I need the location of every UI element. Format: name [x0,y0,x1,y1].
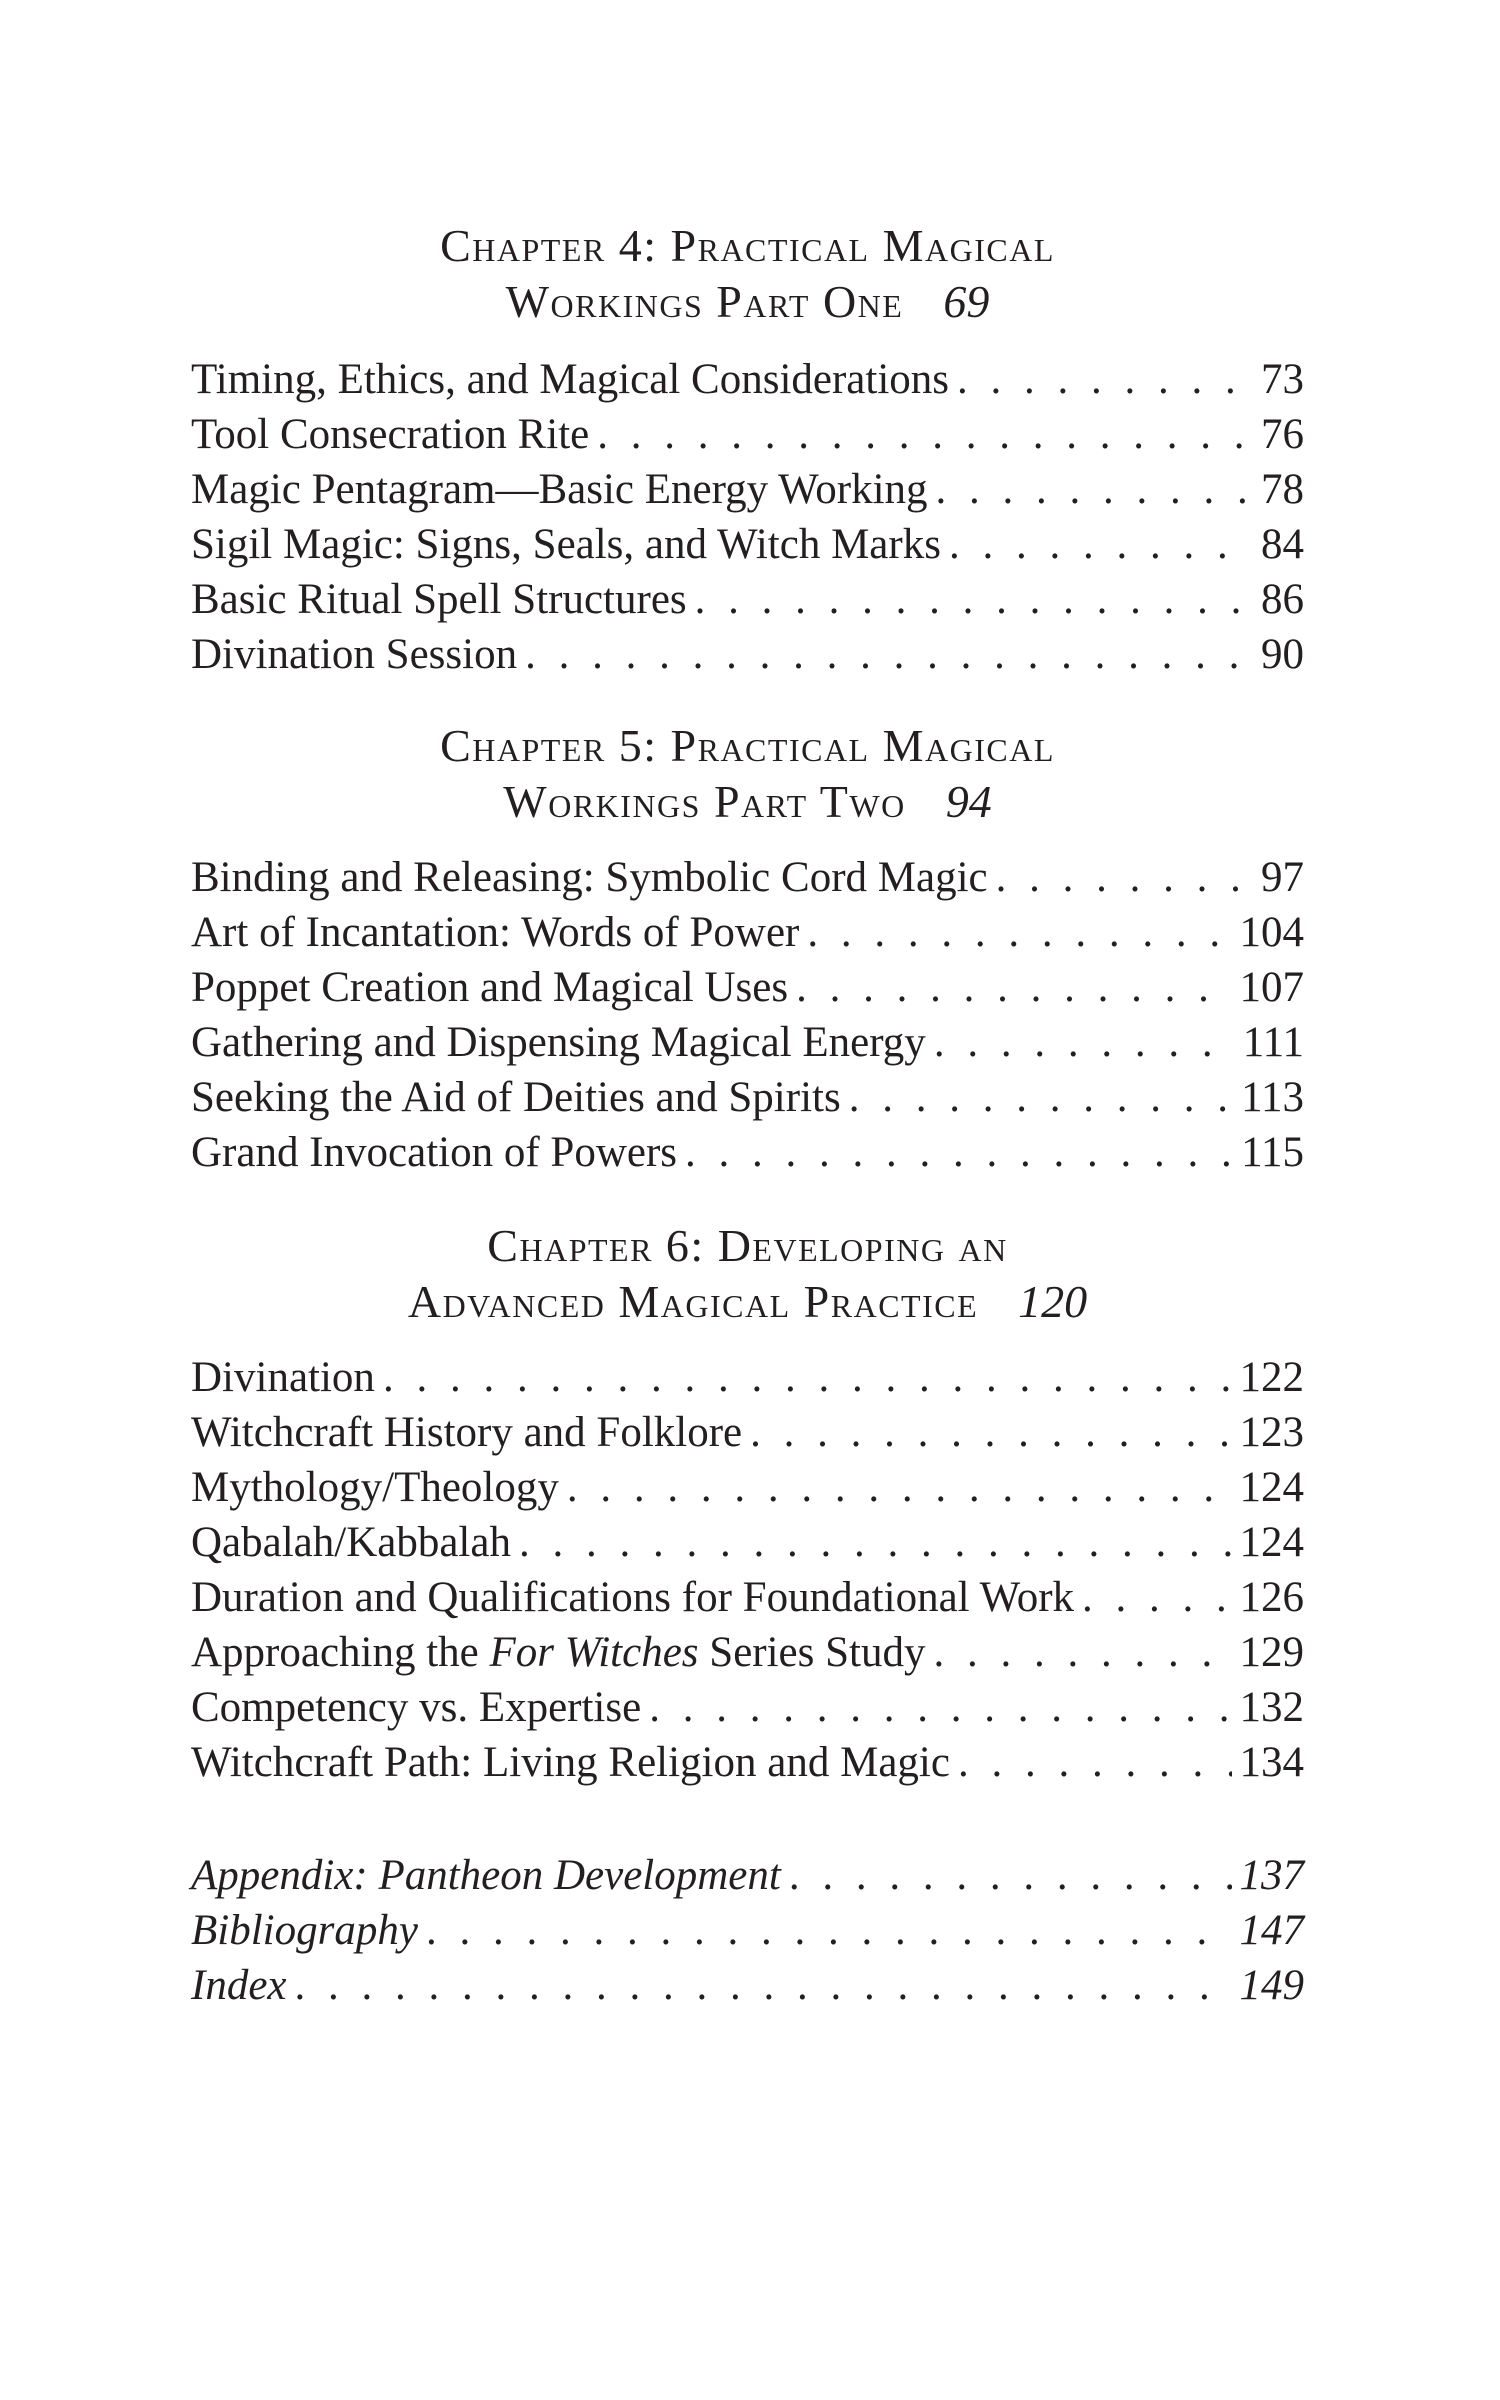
toc-entry-page: 97 [1261,854,1304,901]
leader-dots [933,1625,1231,1680]
toc-entry-title-before: Approaching the [191,1629,490,1676]
chapter-heading-line1: Chapter 6: Developing an [487,1220,1008,1271]
toc-entry-page: 122 [1239,1354,1304,1401]
toc-entry-title: Index [191,1962,287,2009]
toc-entry[interactable] [191,407,1304,462]
leader-dots [426,1903,1232,1958]
leader-dots [685,1125,1233,1180]
chapter-heading-text: Workings Part Two [503,776,906,827]
leader-dots [750,1405,1231,1460]
toc-entry-page: 90 [1261,631,1304,678]
toc-entry-title: Gathering and Dispensing Magical Energy [191,1019,926,1066]
toc-entry[interactable] [191,1015,1304,1070]
leader-dots [695,572,1253,627]
toc-entry-title: Mythology/Theology [191,1464,559,1511]
toc-entry-page: 107 [1239,964,1304,1011]
toc-entry-title: Divination [191,1354,375,1401]
toc-entry-page: 111 [1242,1019,1304,1066]
chapter-heading-text: Advanced Magical Practice [407,1276,979,1327]
toc-entry[interactable] [191,462,1304,517]
toc-entry[interactable] [191,960,1304,1015]
chapter-heading-line2 [191,274,1304,330]
toc-entry-title: Art of Incantation: Words of Power [191,909,800,956]
toc-entry[interactable] [191,1515,1304,1570]
leader-dots [949,517,1253,572]
leader-dots [936,462,1253,517]
toc-entry-page: 78 [1261,466,1304,513]
toc-entry[interactable] [191,1570,1304,1625]
toc-entry[interactable] [191,850,1304,905]
leader-dots [567,1460,1232,1515]
toc-entry[interactable] [191,1405,1304,1460]
toc-entry-page: 147 [1239,1907,1304,1954]
toc-entry-page: 113 [1241,1074,1304,1121]
chapter-6-entries [191,1350,1304,1790]
toc-entry-page: 129 [1239,1629,1304,1676]
leader-dots [849,1070,1233,1125]
toc-entry-page: 126 [1239,1574,1304,1621]
leader-dots [796,960,1231,1015]
toc-entry[interactable] [191,905,1304,960]
chapter-5-entries [191,850,1304,1180]
toc-entry-title: Binding and Releasing: Symbolic Cord Magic [191,854,988,901]
toc-entry-page: 132 [1239,1684,1304,1731]
toc-entry-page: 123 [1239,1409,1304,1456]
toc-entry-page: 73 [1261,356,1304,403]
chapter-6-heading [191,1218,1304,1330]
toc-entry-title [191,1625,925,1680]
toc-entry[interactable] [191,1735,1304,1790]
toc-entry[interactable] [191,1125,1304,1180]
toc-entry-title: Magic Pentagram—Basic Energy Working [191,466,928,513]
leader-dots [597,407,1253,462]
leader-dots [519,1515,1232,1570]
toc-entry-title: Seeking the Aid of Deities and Spirits [191,1074,841,1121]
leader-dots [957,352,1253,407]
back-matter-entries [191,1848,1304,2013]
chapter-4-heading [191,218,1304,330]
leader-dots [958,1735,1232,1790]
toc-entry-appendix[interactable] [191,1848,1304,1903]
chapter-page-number: 94 [945,776,992,827]
toc-entry-page: 115 [1241,1129,1304,1176]
chapter-heading-text: Workings Part One [505,276,904,327]
toc-entry-page: 84 [1261,521,1304,568]
toc-entry-page: 124 [1239,1464,1304,1511]
chapter-page-number: 69 [943,276,990,327]
toc-entry[interactable] [191,1680,1304,1735]
toc-entry-page: 137 [1239,1852,1304,1899]
chapter-page-number: 120 [1018,1276,1088,1327]
leader-dots [934,1015,1235,1070]
leader-dots [1082,1570,1231,1625]
toc-entry-title-after: Series Study [698,1629,926,1676]
chapter-heading-line1: Chapter 4: Practical Magical [440,220,1055,271]
toc-entry-title: Sigil Magic: Signs, Seals, and Witch Marks [191,521,941,568]
toc-entry[interactable] [191,1070,1304,1125]
toc-entry-title: Witchcraft Path: Living Religion and Magic [191,1739,950,1786]
leader-dots [295,1958,1232,2013]
toc-entry[interactable] [191,1350,1304,1405]
toc-entry-title: Appendix: Pantheon Development [191,1852,781,1899]
leader-dots [525,627,1253,682]
toc-entry-page: 124 [1239,1519,1304,1566]
chapter-4-entries [191,352,1304,682]
chapter-5-heading [191,718,1304,830]
toc-entry[interactable] [191,352,1304,407]
leader-dots [996,850,1253,905]
toc-entry-page: 134 [1239,1739,1304,1786]
toc-entry[interactable] [191,1625,1304,1680]
leader-dots [649,1680,1231,1735]
toc-entry-title: Competency vs. Expertise [191,1684,642,1731]
chapter-heading-line2 [191,774,1304,830]
leader-dots [789,1848,1232,1903]
series-title-italic: For Witches [489,1629,699,1676]
toc-entry-page: 86 [1261,576,1304,623]
toc-entry-page: 149 [1239,1962,1304,2009]
toc-entry-title: Divination Session [191,631,518,678]
toc-entry[interactable] [191,627,1304,682]
toc-entry-title: Qabalah/Kabbalah [191,1519,511,1566]
chapter-heading-line2 [191,1274,1304,1330]
leader-dots [383,1350,1232,1405]
toc-entry-title: Witchcraft History and Folklore [191,1409,743,1456]
toc-entry[interactable] [191,1460,1304,1515]
toc-entry-title: Duration and Qualifications for Foundational Work [191,1574,1075,1621]
toc-entry[interactable] [191,572,1304,627]
leader-dots [807,905,1231,960]
toc-entry-title: Basic Ritual Spell Structures [191,576,687,623]
toc-entry-title: Timing, Ethics, and Magical Considerations [191,356,950,403]
toc-entry-bibliography[interactable] [191,1903,1304,1958]
toc-entry[interactable] [191,517,1304,572]
toc-entry-title: Poppet Creation and Magical Uses [191,964,789,1011]
toc-entry-page: 76 [1261,411,1304,458]
toc-entry-title: Bibliography [191,1907,418,1954]
chapter-heading-line1: Chapter 5: Practical Magical [440,720,1055,771]
toc-entry-title: Grand Invocation of Powers [191,1129,678,1176]
toc-entry-page: 104 [1239,909,1304,956]
toc-entry-title: Tool Consecration Rite [191,411,590,458]
toc-entry-index[interactable] [191,1958,1304,2013]
